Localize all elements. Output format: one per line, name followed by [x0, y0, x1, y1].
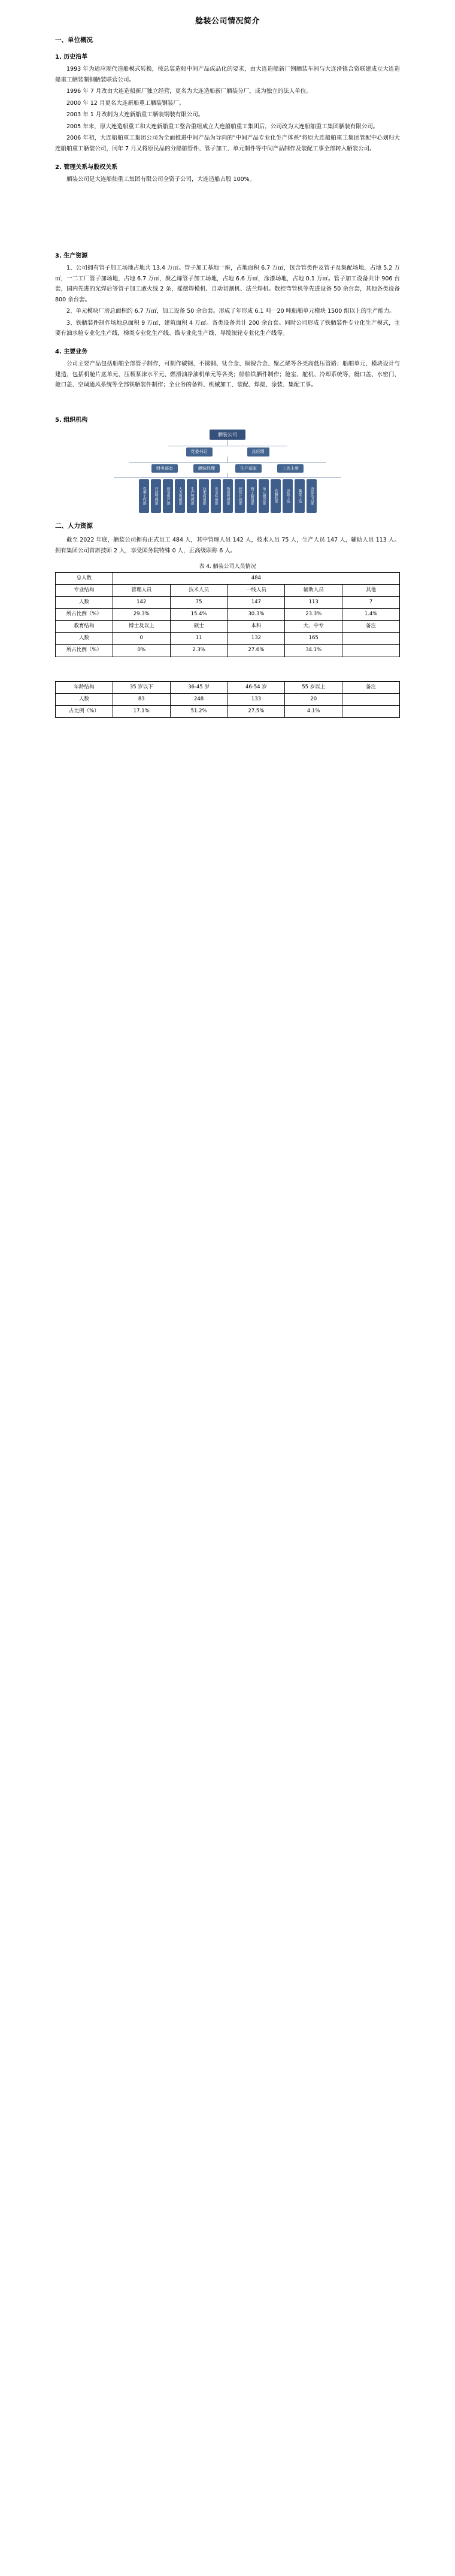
section-heading-overview: 一、单位概况 [55, 37, 93, 44]
table-cell: 人数 [56, 597, 113, 609]
paragraph: 2、单元模块厂房总面积约 6.7 万㎡，加工设备 50 余台套。形成了年形成 6.1 吨一20 吨船舶单元模块 1500 组以上的生产能力。 [66, 308, 395, 315]
table-cell: 管理人员 [113, 585, 170, 597]
org-leaf-row [55, 479, 400, 513]
table-row [56, 585, 400, 597]
paragraph: 3、铁舾装件制作场地总面积 9 万㎡，建筑面积 4 万㎡。各类设备共计 200 余台套。同时公司形成了铁舾装件专业化生产模式，主要有油水舱专业化生产线，梯类专业化生产线、锚专业化生产线、导缆滚轮专业化生产线等。 [55, 319, 400, 337]
paragraph: 2000 年 12 月更名大连新船重工舾装钢装厂。 [66, 99, 185, 107]
subheading-history: 1. 历史沿革 [55, 54, 88, 61]
table-cell: 113 [285, 597, 342, 609]
paragraph: 公司主要产品包括船舶全部管子制作，可制作碳钢、不锈钢、钛合金、铜镍合金、聚乙烯等各类高低压管路；船舶单元、模块设计与建造，包括机舱片底单元、压载泵沫水平元、燃滑油净油机单元等各类；船舶铁舾件制作；舱室、舵机、冷却系统等，艇口盖、水密门、舱口盖、空调通风系统等全部铁舾装件制作；全业务的备料、机械加工、装配、焊接、涂装、集配工事。 [55, 361, 400, 389]
org-leaf: 技术质量部 [199, 479, 209, 513]
personnel-table [55, 572, 400, 657]
org-level-3 [55, 464, 400, 473]
table-cell [342, 693, 400, 705]
org-node-top: 舾装公司 [210, 430, 245, 440]
table-cell: 29.3% [113, 609, 170, 621]
org-node: 生产部室 [235, 464, 262, 473]
table-cell: 技术人员 [170, 585, 228, 597]
org-leaf: 铁舾装部 [271, 479, 281, 513]
org-leaf: 人力资源部 [175, 479, 185, 513]
org-level-2 [55, 448, 400, 456]
table-cell: 17.1% [113, 705, 170, 717]
table-cell: 所占比例（%） [56, 645, 113, 657]
org-leaf: 经营计划部 [235, 479, 245, 513]
paragraph: 2006 年初，大连船舶重工集团公司为全面推进中间产品为导向的"中间产品专业化生产体系"将原大连船舶重工集团管配中心划归大连船舶重工舾装公司，同年 7 月又将原民品的分船舶管件、管子加工、单元制件等中间产品制作及装配工事全部转入舾装公司。 [55, 135, 400, 152]
table-cell: 人数 [56, 693, 113, 705]
org-chart [55, 430, 400, 513]
table-cell: 专业结构 [56, 585, 113, 597]
paragraph: 1、公司拥有管子加工场地占地共 13.4 万㎡。管子加工基地一座，占地面积 6.7 万㎡，包含管类件及管子及集配场地，占地 5.2 万㎡，一二工厂管子加场地，占地 6.7 万㎡，聚乙烯管子加工场地，占地 6.6 万㎡，涂漆场地，占地 0.1 万㎡。管子加工设备共计 906 台套，国内先进的光焊后等管子加工液火线 2 条，摇摆焊模机、自动切割机、法兰焊机。数控弯管机等先进设备 50 余台套，其他各类设备 800 余台套。 [55, 265, 400, 303]
table-cell: 2.3% [170, 645, 228, 657]
table-cell: 46-54 岁 [228, 681, 285, 693]
table-cell: 34.1% [285, 645, 342, 657]
org-leaf: 财务资产部 [163, 479, 173, 513]
subheading-resources: 3. 生产资源 [55, 253, 88, 260]
table-cell: 7 [342, 597, 400, 609]
table-row [56, 621, 400, 633]
page-title: 艌装公司情况简介 [195, 17, 260, 26]
table-cell: 占比例（%） [56, 705, 113, 717]
subheading-org: 5. 组织机构 [55, 416, 88, 424]
org-leaf: 集配工场 [295, 479, 305, 513]
table-cell: 备注 [342, 681, 400, 693]
table-cell: 博士及以上 [113, 621, 170, 633]
table-cell: 35 岁以下 [113, 681, 170, 693]
table-cell [342, 705, 400, 717]
section-heading-hr: 二、人力资源 [55, 522, 93, 530]
table-row [56, 597, 400, 609]
org-leaf: 党委工作部 [139, 479, 149, 513]
table-cell: 1.4% [342, 609, 400, 621]
table-cell: 248 [170, 693, 228, 705]
table-cell: 36-45 岁 [170, 681, 228, 693]
table-cell: 27.5% [228, 705, 285, 717]
table-cell: 本科 [228, 621, 285, 633]
table-row [56, 573, 400, 585]
paragraph: 2005 年末，原大连造船重工和大连新船重工整合重组成立大连船舶重工集团后，公司改为大连船舶重工集团舾装有限公司。 [66, 123, 379, 130]
org-leaf: 单元模块部 [259, 479, 269, 513]
org-leaf: 涂装工场 [283, 479, 293, 513]
table-cell: 大、中专 [285, 621, 342, 633]
table-cell: 27.6% [228, 645, 285, 657]
table-cell: 132 [228, 633, 285, 645]
paragraph: 2003 年 1 月改制为大连新船重工舾装钢装有限公司。 [66, 111, 204, 119]
paragraph: 1993 年为适应现代造船模式转换，按总装造船中间产品成品化的要求，由大连造船新厂钢舾装车间与大连滑镇合资联建成立大连造船重工舾装制钢舾装联营公司。 [55, 66, 400, 83]
org-node: 工会主席 [277, 464, 304, 473]
table-row [56, 609, 400, 621]
table-cell: 30.3% [228, 609, 285, 621]
table-row [56, 681, 400, 693]
table-cell: 4.1% [285, 705, 342, 717]
table-cell: 83 [113, 693, 170, 705]
org-node: 党委书记 [186, 448, 213, 456]
table-cell: 23.3% [285, 609, 342, 621]
table-cell: 20 [285, 693, 342, 705]
table-cell: 一线人员 [228, 585, 285, 597]
table-row [56, 645, 400, 657]
table-cell: 人数 [56, 633, 113, 645]
table-cell: 0% [113, 645, 170, 657]
org-leaf: 物资管理部 [223, 479, 233, 513]
table-cell: 51.2% [170, 705, 228, 717]
org-leaf: 行政管理部 [151, 479, 161, 513]
table-cell [342, 645, 400, 657]
blank-gap [55, 186, 400, 243]
table-cell: 硕士 [170, 621, 228, 633]
table-row [56, 633, 400, 645]
table-cell: 165 [285, 633, 342, 645]
table-cell: 其他 [342, 585, 400, 597]
table-cell: 147 [228, 597, 285, 609]
table-cell: 所占比例（%） [56, 609, 113, 621]
paragraph: 舾装公司是大连船舶重工集团有限公司全资子公司，大连造船占股 100%。 [66, 176, 256, 183]
org-node: 财务部室 [151, 464, 178, 473]
table-cell: 55 岁以上 [285, 681, 342, 693]
table-row [56, 705, 400, 717]
table-cell: 142 [113, 597, 170, 609]
paragraph: 截至 2022 年底，舾装公司拥有正式员工 484 人，其中管理人员 142 人，技术人员 75 人，生产人员 147 人，辅助人员 113 人。拥有集团公司首席技师 2 人，享受国务院特殊 0 人，正高级职称 6 人。 [55, 537, 400, 554]
blank-gap [55, 392, 400, 407]
table-cell [342, 633, 400, 645]
table-cell: 总人数 [56, 573, 113, 585]
table-cell: 教育结构 [56, 621, 113, 633]
table-cell: 75 [170, 597, 228, 609]
table-cell: 15.4% [170, 609, 228, 621]
subheading-management: 2. 管理关系与股权关系 [55, 164, 118, 171]
org-node: 总经理 [247, 448, 269, 456]
table-cell: 484 [113, 573, 399, 585]
table-caption: 表 4. 舾装公司人员情况 [199, 564, 256, 570]
subheading-business: 4. 主要业务 [55, 349, 88, 355]
table-row [56, 693, 400, 705]
table-cell: 11 [170, 633, 228, 645]
table-cell: 辅助人员 [285, 585, 342, 597]
table-cell: 133 [228, 693, 285, 705]
blank-gap [55, 657, 400, 681]
org-node: 舾装经理 [193, 464, 220, 473]
table-cell: 备注 [342, 621, 400, 633]
org-leaf: 安全环保部 [211, 479, 221, 513]
table-cell: 0 [113, 633, 170, 645]
paragraph: 1996 年 7 月改由大连造船新厂独立经营，更名为大连造船新厂舾装分厂，成为独立的法人单位。 [66, 88, 312, 95]
org-leaf: 设备动力部 [307, 479, 317, 513]
org-leaf: 管子制造部 [247, 479, 257, 513]
document-page [0, 0, 455, 742]
org-leaf: 生产管理部 [187, 479, 197, 513]
table-cell: 年龄结构 [56, 681, 113, 693]
age-structure-table [55, 681, 400, 718]
